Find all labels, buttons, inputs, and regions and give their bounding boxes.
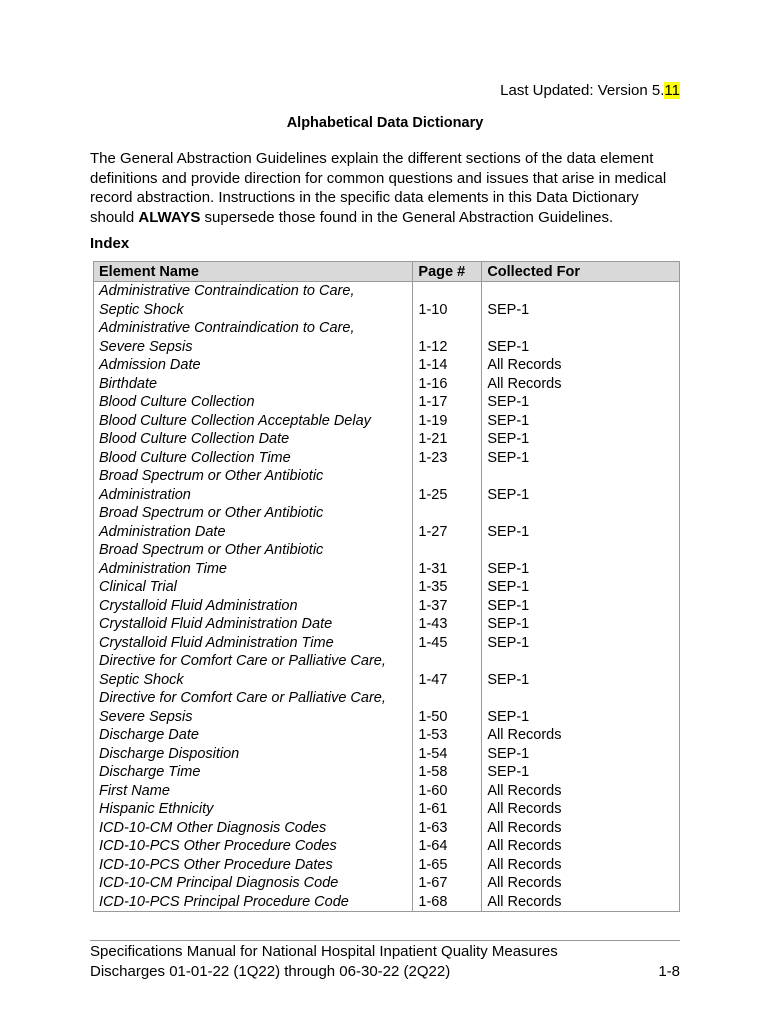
element-name-line: ICD-10-PCS Other Procedure Codes [99,838,337,854]
column-header-element-name: Element Name [94,262,413,282]
element-name-cell [94,597,413,616]
version-note [500,82,680,99]
page-number-cell: 1-19 [413,412,482,431]
table-row [94,282,680,320]
footer-line-2: Discharges 01-01-22 (1Q22) through 06-30-22 (2Q22) [90,962,451,980]
page-number-cell: 1-35 [413,578,482,597]
collected-for-cell: SEP-1 [482,449,680,468]
element-name-cell [94,874,413,893]
element-name-cell [94,782,413,801]
page-number-cell: 1-37 [413,597,482,616]
index-heading: Index [90,235,130,252]
element-name-cell [94,837,413,856]
element-name-line: Administration [99,486,191,503]
collected-for-cell: SEP-1 [482,430,680,449]
element-name-line: Administrative Contraindication to Care, [99,283,355,299]
page-number-cell: 1-12 [413,319,482,356]
element-name-line: Broad Spectrum or Other Antibiotic [99,542,324,558]
element-name-line: Blood Culture Collection Time [99,449,291,466]
element-name-cell [94,634,413,653]
element-name-line: Administrative Contraindication to Care, [99,320,355,336]
document-title: Alphabetical Data Dictionary [286,115,484,131]
footer-line-1: Specifications Manual for National Hospital Inpatient Quality Measures [90,943,558,960]
table-row [94,726,680,745]
table-row [94,763,680,782]
element-name-cell [94,430,413,449]
table-row [94,467,680,504]
intro-text-1: The General Abstraction Guidelines explain the different sections of the data element definitions and provide direction for common questions and issues that arise in medical record abstraction. Instructions in the specific data elements in this Data Dictionary should [90,150,667,226]
table-row [94,504,680,541]
element-name-cell [94,819,413,838]
element-name-line: Septic Shock [99,671,184,688]
collected-for-cell: SEP-1 [482,467,680,504]
collected-for-cell: SEP-1 [482,745,680,764]
element-name-line: Clinical Trial [99,579,177,595]
collected-for-cell: SEP-1 [482,393,680,412]
element-name-line: Discharge Time [99,764,201,780]
collected-for-cell: All Records [482,800,680,819]
element-name-line: Crystalloid Fluid Administration Date [99,616,333,632]
table-row [94,430,680,449]
table-row [94,745,680,764]
element-name-line: Blood Culture Collection [99,394,255,410]
collected-for-cell: SEP-1 [482,412,680,431]
page-number-cell: 1-60 [413,782,482,801]
table-row [94,578,680,597]
intro-text-2: supersede those found in the General Abstraction Guidelines. [200,208,614,226]
collected-for-cell: SEP-1 [482,319,680,356]
element-name-cell [94,893,413,912]
collected-for-cell: SEP-1 [482,652,680,689]
collected-for-cell: All Records [482,726,680,745]
element-name-cell [94,856,413,875]
page-number-cell: 1-61 [413,800,482,819]
element-name-cell [94,726,413,745]
element-name-line: Crystalloid Fluid Administration Time [99,634,334,651]
collected-for-cell: All Records [482,356,680,375]
collected-for-cell: All Records [482,819,680,838]
element-name-line: Administration Date [99,523,226,540]
collected-for-cell: All Records [482,375,680,394]
table-row [94,449,680,468]
table-row [94,837,680,856]
page-number-cell: 1-53 [413,726,482,745]
page-number-cell: 1-25 [413,467,482,504]
element-name-cell [94,745,413,764]
element-name-line: Severe Sepsis [99,338,193,355]
element-name-cell [94,393,413,412]
collected-for-cell: SEP-1 [482,615,680,634]
collected-for-cell: SEP-1 [482,689,680,726]
element-name-line: ICD-10-CM Other Diagnosis Codes [99,819,327,836]
page-number-cell: 1-27 [413,504,482,541]
version-prefix: Last Updated: Version 5. [500,82,665,99]
table-row [94,597,680,616]
table-row [94,856,680,875]
page-number-cell: 1-31 [413,541,482,578]
page-number-cell: 1-50 [413,689,482,726]
element-name-line: First Name [99,782,170,799]
collected-for-cell: All Records [482,893,680,912]
table-row [94,634,680,653]
element-name-cell [94,282,413,320]
element-name-line: ICD-10-PCS Other Procedure Dates [99,856,333,873]
table-row [94,893,680,912]
page-number-cell: 1-67 [413,874,482,893]
element-name-cell [94,689,413,726]
footer-rule [90,940,680,941]
element-name-cell [94,615,413,634]
page-number-cell: 1-10 [413,282,482,320]
element-name-line: ICD-10-CM Principal Diagnosis Code [99,875,339,891]
collected-for-cell: All Records [482,856,680,875]
table-row [94,819,680,838]
page-footer [90,942,680,981]
table-row [94,375,680,394]
element-name-line: Discharge Disposition [99,745,240,762]
table-row [94,874,680,893]
version-highlight: 11 [664,82,680,99]
element-name-line: Discharge Date [99,727,199,743]
element-name-line: ICD-10-PCS Principal Procedure Code [99,893,349,910]
page-number: 1-8 [658,962,680,980]
table-row [94,412,680,431]
element-name-line: Crystalloid Fluid Administration [99,597,298,614]
table-row [94,615,680,634]
element-name-line: Blood Culture Collection Date [99,431,290,447]
element-name-line: Broad Spectrum or Other Antibiotic [99,505,324,521]
element-name-line: Admission Date [99,357,201,373]
collected-for-cell: SEP-1 [482,578,680,597]
element-name-cell [94,375,413,394]
collected-for-cell: All Records [482,782,680,801]
page-number-cell: 1-47 [413,652,482,689]
page-number-cell: 1-45 [413,634,482,653]
element-name-cell [94,449,413,468]
collected-for-cell: All Records [482,874,680,893]
element-name-cell [94,763,413,782]
page-number-cell: 1-16 [413,375,482,394]
element-name-line: Septic Shock [99,301,184,318]
element-name-cell [94,541,413,578]
page-number-cell: 1-65 [413,856,482,875]
collected-for-cell: SEP-1 [482,282,680,320]
collected-for-cell: SEP-1 [482,504,680,541]
column-header-page: Page # [413,262,482,282]
element-name-line: Administration Time [99,560,227,577]
table-row [94,800,680,819]
collected-for-cell: SEP-1 [482,634,680,653]
page-number-cell: 1-54 [413,745,482,764]
element-name-line: Birthdate [99,375,158,392]
element-name-line: Hispanic Ethnicity [99,801,214,817]
page-number-cell: 1-21 [413,430,482,449]
page-number-cell: 1-63 [413,819,482,838]
element-name-cell [94,467,413,504]
collected-for-cell: SEP-1 [482,763,680,782]
page-number-cell: 1-58 [413,763,482,782]
element-name-line: Severe Sepsis [99,708,193,725]
element-name-cell [94,319,413,356]
page-number-cell: 1-64 [413,837,482,856]
element-name-cell [94,800,413,819]
element-name-cell [94,412,413,431]
element-name-cell [94,578,413,597]
table-row [94,541,680,578]
intro-bold: ALWAYS [138,208,201,226]
column-header-collected-for: Collected For [482,262,680,282]
element-name-cell [94,356,413,375]
element-name-cell [94,504,413,541]
table-row [94,782,680,801]
element-name-line: Broad Spectrum or Other Antibiotic [99,468,324,484]
collected-for-cell: All Records [482,837,680,856]
index-table-body [94,282,680,912]
table-row [94,689,680,726]
element-name-cell [94,652,413,689]
collected-for-cell: SEP-1 [482,597,680,616]
page-number-cell: 1-43 [413,615,482,634]
table-row [94,652,680,689]
element-name-line: Directive for Comfort Care or Palliative Care, [99,690,386,706]
page-number-cell: 1-17 [413,393,482,412]
intro-paragraph [90,149,680,227]
page-number-cell: 1-14 [413,356,482,375]
index-header-row [94,262,680,282]
page-number-cell: 1-68 [413,893,482,912]
collected-for-cell: SEP-1 [482,541,680,578]
index-table [93,261,680,912]
page-number-cell: 1-23 [413,449,482,468]
element-name-line: Directive for Comfort Care or Palliative Care, [99,653,386,669]
element-name-line: Blood Culture Collection Acceptable Delay [99,412,371,429]
table-row [94,356,680,375]
table-row [94,319,680,356]
table-row [94,393,680,412]
